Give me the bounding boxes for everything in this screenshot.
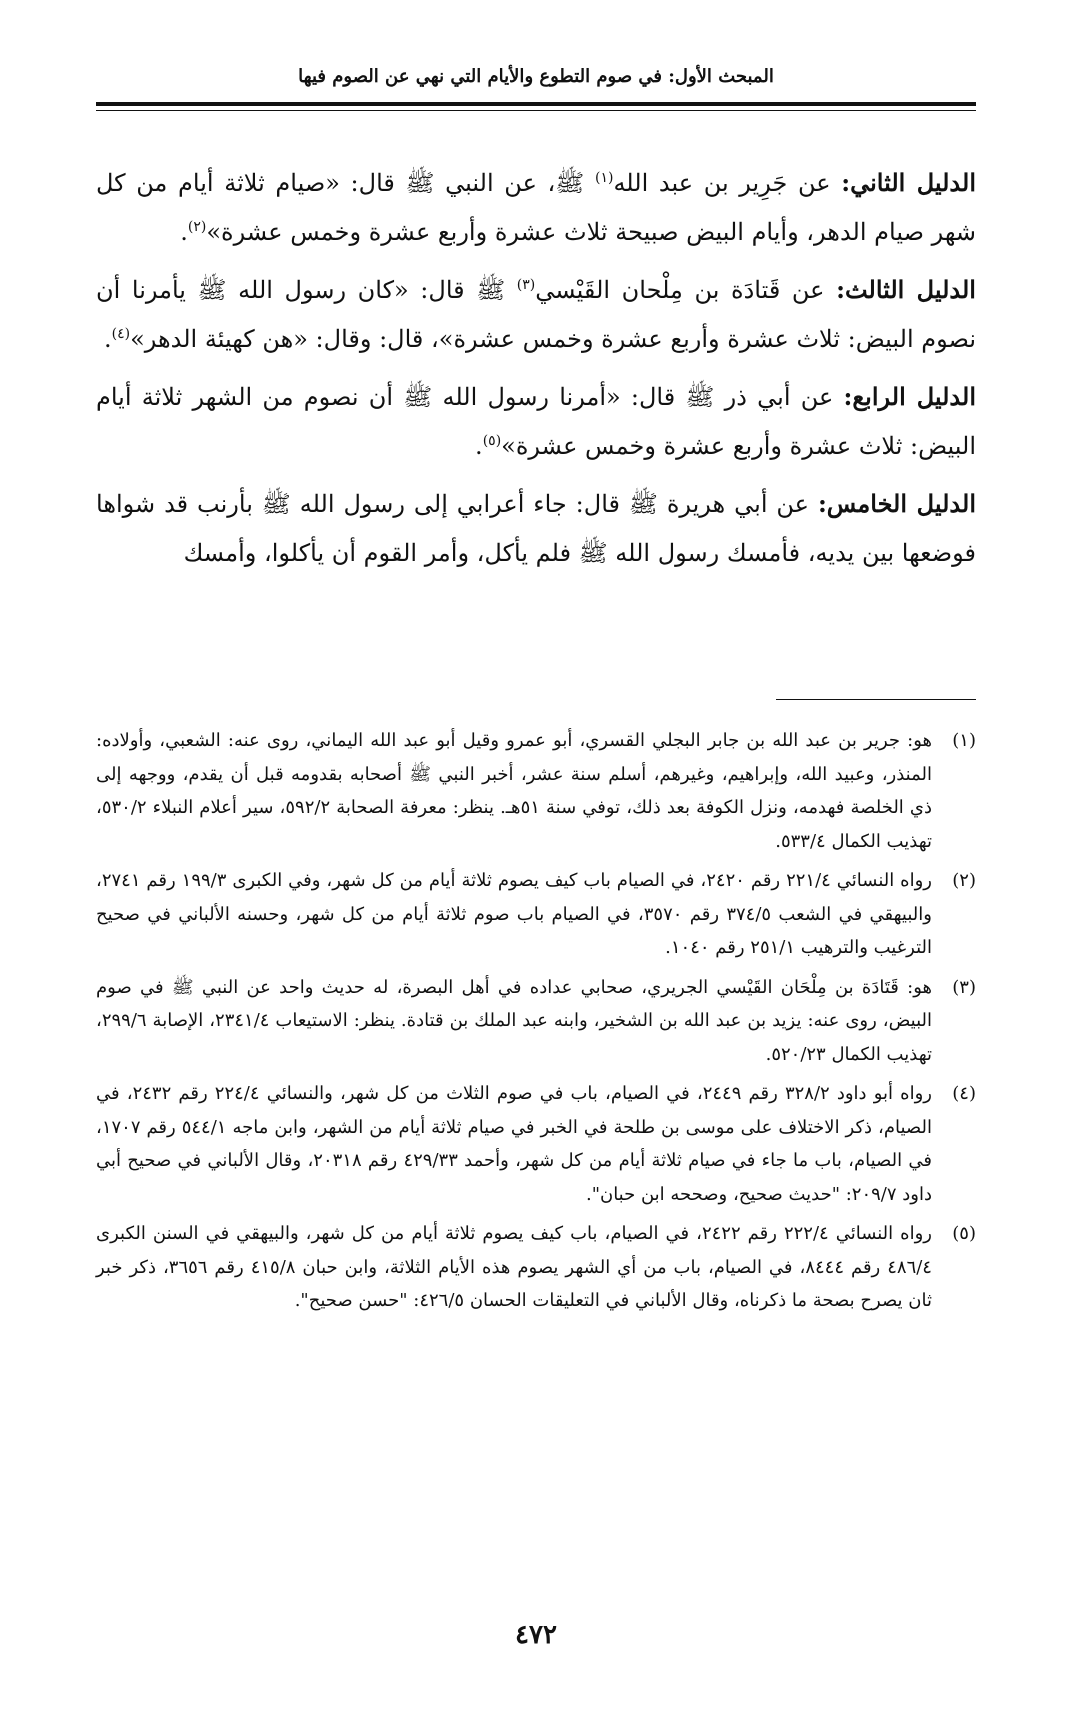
evidence-label: الدليل الثاني: [841, 168, 977, 197]
evidence-text: عن أبي ذر ﷺ قال: «أمرنا رسول الله ﷺ أن نصوم من الشهر ثلاثة أيام البيض: ثلاث عشرة وأربع عشرة وخمس عشرة» [96, 383, 976, 460]
evidence-paragraph-3 [96, 265, 976, 364]
evidence-paragraph-4 [96, 372, 976, 471]
evidence-paragraph-2 [96, 158, 976, 257]
footnote-ref[interactable]: (٣) [516, 277, 536, 293]
punctuation: . [103, 325, 112, 353]
footnote-ref[interactable]: (٤) [111, 326, 131, 342]
footnote-number: (٣) [952, 976, 976, 998]
header-rule-thick [96, 102, 976, 106]
footnote-text: هو: جرير بن عبد الله بن جابر البجلي القسري، أبو عمرو وقيل أبو عبد الله اليماني، روى عنه: الشعبي، وأولاده: المنذر، وعبيد الله، وإبراهيم، وغيرهم، أسلم سنة عشر، أخبر النبي ﷺ أصحابه بقدومه قبل أن يقدم، ووجهه إلى ذي الخلصة فهدمه، ونزل الكوفة بعد ذلك، توفي سنة ٥١هـ. ينظر: معرفة الصحابة ٥٩٢/٢، سير أعلام النبلاء ٥٣٠/٢، تهذيب الكمال ٥٣٣/٤. [96, 730, 932, 852]
footnote-item [96, 864, 976, 965]
footnote-separator [776, 699, 976, 700]
evidence-text: عن أبي هريرة ﷺ قال: جاء أعرابي إلى رسول الله ﷺ بأرنب قد شواها فوضعها بين يديه، فأمسك رسول الله ﷺ فلم يأكل، وأمر القوم أن يأكلوا، وأمسك [96, 490, 976, 567]
page-number: ٤٧٢ [515, 1620, 557, 1650]
footnote-text: رواه النسائي ٢٢١/٤ رقم ٢٤٢٠، في الصيام باب كيف يصوم ثلاثة أيام من كل شهر، وفي الكبرى ١٩٩/٣ رقم ٢٧٤١، والبيهقي في الشعب ٣٧٤/٥ رقم ٣٥٧٠، في الصيام باب صوم ثلاثة أيام من كل شهر، وحسنه الألباني في صحيح الترغيب والترهيب ٢٥١/١ رقم ١٠٤٠. [96, 870, 932, 958]
evidence-label: الدليل الخامس: [817, 489, 976, 518]
footnote-number: (٤) [952, 1083, 976, 1104]
footnotes [96, 724, 976, 1324]
header-rule-thin [96, 110, 976, 111]
evidence-label: الدليل الرابع: [843, 382, 977, 411]
footnote-number: (٥) [952, 1223, 976, 1244]
footnote-text: هو: قَتَادَة بن مِلْحَان القَيْسي الجريري، صحابي عداده في أهل البصرة، له حديث واحد عن النبي ﷺ في صوم البيض، روى عنه: يزيد بن عبد الله بن الشخير، وابنه عبد الملك بن قتادة. ينظر: الاستيعاب ٢٣٤١/٤، الإصابة ٢٩٩/٦، تهذيب الكمال ٥٢٠/٢٣. [96, 976, 932, 1065]
punctuation: . [475, 432, 483, 460]
footnote-text: رواه أبو داود ٣٢٨/٢ رقم ٢٤٤٩، في الصيام، باب في صوم الثلاث من كل شهر، والنسائي ٢٢٤/٤ رقم ٢٤٣٢، في الصيام، ذكر الاختلاف على موسى بن طلحة في الخبر في صيام ثلاثة أيام من الشهر، وابن ماجه ٥٤٤/١ رقم ١٧٠٧، في الصيام، باب ما جاء في صيام ثلاثة أيام من كل شهر، وأحمد ٤٢٩/٣٣ رقم ٢٠٣١٨، وقال الألباني في صحيح أبي داود ٢٠٩/٧: "حديث صحيح، وصححه ابن حبان". [96, 1083, 932, 1205]
footnote-text: رواه النسائي ٢٢٢/٤ رقم ٢٤٢٢، في الصيام، باب كيف يصوم ثلاثة أيام من كل شهر، والبيهقي في السنن الكبرى ٤٨٦/٤ رقم ٨٤٤٤، في الصيام، باب من أي الشهر يصوم هذه الأيام الثلاثة، وابن حبان ٤١٥/٨ رقم ٣٦٥٦، ذكر خبر ثان يصرح بصحة ما ذكرناه، وقال الألباني في التعليقات الحسان ٤٢٦/٥: "حسن صحيح". [96, 1223, 932, 1311]
footnote-item [96, 1217, 976, 1318]
evidence-text: عن جَرِير بن عبد الله [613, 169, 831, 197]
footnote-ref[interactable]: (٥) [482, 433, 502, 449]
footnote-item [96, 971, 976, 1072]
running-header: المبحث الأول: في صوم التطوع والأيام التي نهي عن الصوم فيها [298, 66, 774, 87]
footnote-item [96, 1077, 976, 1211]
evidence-text: ﷺ قال: «كان رسول الله ﷺ يأمرنا أن نصوم البيض: ثلاث عشرة وأربع عشرة وخمس عشرة»، قال: وقال: «هن كهيئة الدهر» [96, 276, 976, 353]
footnote-ref[interactable]: (١) [594, 170, 614, 186]
evidence-text: عن قَتادَة بن مِلْحان القَيْسي [535, 276, 825, 304]
evidence-label: الدليل الثالث: [836, 275, 976, 304]
punctuation: . [180, 218, 188, 246]
main-text [96, 158, 976, 586]
footnote-number: (٢) [952, 870, 976, 891]
evidence-paragraph-5 [96, 479, 976, 578]
evidence-text: ﷺ، عن النبي ﷺ قال: «صيام ثلاثة أيام من كل شهر صيام الدهر، وأيام البيض صبيحة ثلاث عشرة وأربع عشرة وخمس عشرة» [96, 169, 976, 246]
footnote-item [96, 724, 976, 858]
footnote-number: (١) [952, 730, 976, 751]
footnote-ref[interactable]: (٢) [187, 219, 207, 235]
